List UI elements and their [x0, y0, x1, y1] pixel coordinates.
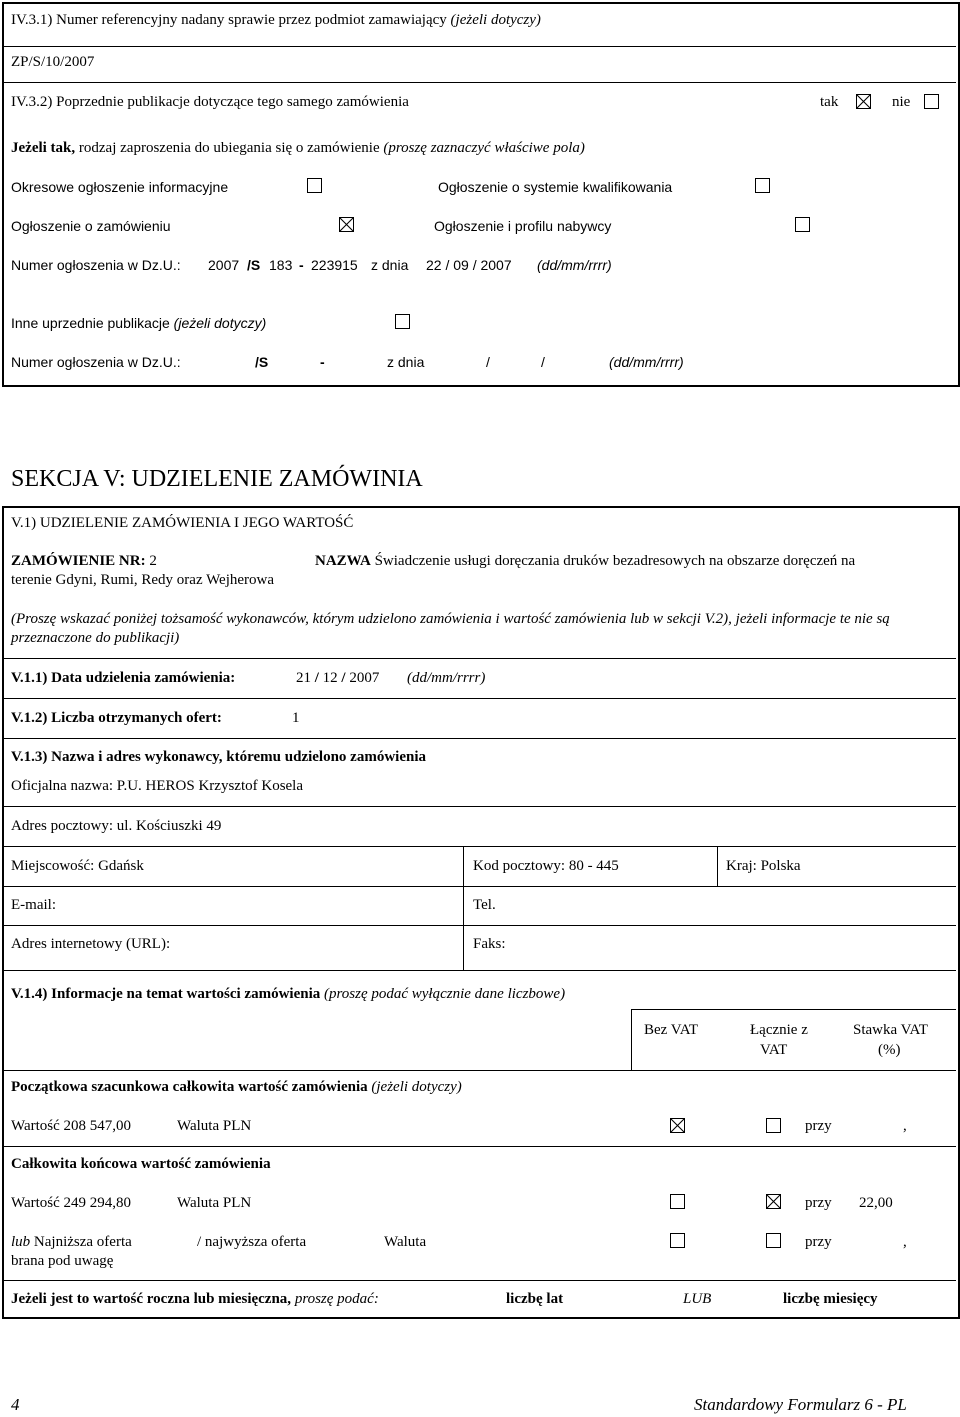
divider — [4, 46, 956, 47]
numer-dash: - — [299, 257, 304, 273]
award-date-format: (dd/mm/rrrr) — [407, 670, 486, 686]
numer-id: 223915 — [311, 257, 358, 273]
calkowita-label: Całkowita końcowa wartość zamówienia — [11, 1156, 271, 1172]
divider — [463, 846, 464, 970]
lub-separator: LUB — [683, 1291, 712, 1307]
divider — [4, 806, 956, 807]
row2-waluta: Waluta PLN — [177, 1195, 252, 1211]
v1-3-label: V.1.3) Nazwa i adres wykonawcy, któremu udzielono zamówienia — [11, 749, 427, 765]
nie-checkbox[interactable] — [924, 94, 939, 109]
v1-1-label: V.1.1) Data udzielenia zamówienia: — [11, 670, 236, 686]
divider — [4, 846, 956, 847]
row3-z-vat-checkbox[interactable] — [766, 1233, 781, 1248]
numer2-format: (dd/mm/rrrr) — [609, 354, 684, 370]
numer-s: /S — [247, 257, 261, 273]
divider — [631, 1009, 956, 1010]
numer-num: 183 — [269, 257, 293, 273]
numer-ogloszenia-label: Numer ogłoszenia w Dz.U.: — [11, 257, 181, 273]
miejscowosc: Miejscowość: Gdańsk — [11, 858, 144, 874]
row2-wartosc: Wartość 249 294,80 — [11, 1195, 132, 1211]
row1-z-vat-checkbox[interactable] — [766, 1118, 781, 1133]
zamowienie-nr-line: ZAMÓWIENIE NR: 2 — [11, 553, 157, 569]
poczatkowa-line: Początkowa szacunkowa całkowita wartość zamówienia (jeżeli dotyczy) — [11, 1079, 462, 1095]
divider — [4, 82, 956, 83]
z-dnia-label: z dnia — [371, 257, 409, 273]
row2-przy: przy — [805, 1195, 832, 1211]
divider — [4, 925, 956, 926]
col-stawka-line1: Stawka VAT — [853, 1022, 928, 1038]
option-zamowieniu-label: Ogłoszenie o zamówieniu — [11, 218, 171, 234]
divider — [717, 846, 718, 886]
v1-title: V.1) UDZIELENIE ZAMÓWIENIA I JEGO WARTOŚĆ — [11, 515, 354, 531]
tak-checkbox[interactable] — [856, 94, 871, 109]
url-label: Adres internetowy (URL): — [11, 936, 171, 952]
adres-pocztowy: Adres pocztowy: ul. Kościuszki 49 — [11, 818, 222, 834]
row2-z-vat-checkbox[interactable] — [766, 1194, 781, 1209]
row1-bez-vat-checkbox[interactable] — [670, 1118, 685, 1133]
numer2-label: Numer ogłoszenia w Dz.U.: — [11, 354, 181, 370]
jezeli-tak-line: Jeżeli tak, rodzaj zaproszenia do ubiegania się o zamówienie (proszę zaznaczyć właściwe pola) — [11, 140, 585, 156]
divider — [4, 970, 956, 971]
nie-label: nie — [892, 94, 911, 110]
divider — [4, 1280, 956, 1281]
divider — [631, 1009, 632, 1070]
date-format: (dd/mm/rrrr) — [537, 257, 612, 273]
v1-4-label: V.1.4) Informacje na temat wartości zamówienia (proszę podać wyłącznie dane liczbowe) — [11, 986, 566, 1002]
reference-number: ZP/S/10/2007 — [11, 54, 95, 70]
col-lacznie-line2: VAT — [760, 1042, 788, 1058]
row1-waluta: Waluta PLN — [177, 1118, 252, 1134]
option-okresowe-label: Okresowe ogłoszenie informacyjne — [11, 179, 229, 195]
najwyzsza: / najwyższa oferta — [197, 1234, 307, 1250]
nazwa-line2: terenie Gdyni, Rumi, Redy oraz Wejherowa — [11, 572, 275, 588]
kraj: Kraj: Polska — [726, 858, 801, 874]
numer2-zdnia: z dnia — [387, 354, 425, 370]
numer2-slash1: / — [486, 354, 490, 370]
checked-x-icon — [857, 95, 870, 108]
divider — [4, 886, 956, 887]
checked-x-icon — [340, 218, 353, 231]
prosze-note: (Proszę wskazać poniżej tożsamość wykonawców, którym udzielono zamówienia i wartość zamówienia lub w sekcji V.2), jeżeli informacje te nie są przeznaczone do publikacji) — [11, 611, 890, 646]
section-iv3-1-title: IV.3.1) Numer referencyjny nadany sprawie przez podmiot zamawiający (jeżeli dotyczy) — [11, 12, 541, 28]
option-systemie-label: Ogłoszenie o systemie kwalifikowania — [438, 179, 673, 195]
row3-waluta: Waluta — [384, 1234, 427, 1250]
section-iv3-2-title: IV.3.2) Poprzednie publikacje dotyczące tego samego zamówienia — [11, 94, 409, 110]
col-stawka-line2: (%) — [878, 1042, 901, 1058]
option-okresowe-checkbox[interactable] — [307, 178, 322, 193]
row2-bez-vat-checkbox[interactable] — [670, 1194, 685, 1209]
v1-2-label: V.1.2) Liczba otrzymanych ofert: — [11, 710, 222, 726]
option-systemie-checkbox[interactable] — [755, 178, 770, 193]
row1-wartosc: Wartość 208 547,00 — [11, 1118, 132, 1134]
liczbe-miesiecy: liczbę miesięcy — [783, 1291, 878, 1307]
option-profilu-checkbox[interactable] — [795, 217, 810, 232]
nazwa-line1: NAZWA Świadczenie usługi doręczania druków bezadresowych na obszarze doręczeń na — [315, 553, 856, 569]
liczbe-lat: liczbę lat — [506, 1291, 564, 1307]
kod-pocztowy: Kod pocztowy: 80 - 445 — [473, 858, 619, 874]
inne-publikacje-line: Inne uprzednie publikacje (jeżeli dotyczy) — [11, 315, 267, 331]
col-bez-vat: Bez VAT — [644, 1022, 699, 1038]
numer-year: 2007 — [208, 257, 240, 273]
row3-przy: przy — [805, 1234, 832, 1250]
faks-label: Faks: — [473, 936, 506, 952]
row1-rate: , — [903, 1118, 907, 1134]
lub-line2: brana pod uwagę — [11, 1253, 114, 1269]
option-profilu-label: Ogłoszenie i profilu nabywcy — [434, 218, 612, 234]
divider — [4, 1146, 956, 1147]
offers-count: 1 — [292, 710, 300, 726]
numer2-s: /S — [255, 354, 269, 370]
row1-przy: przy — [805, 1118, 832, 1134]
col-lacznie-line1: Łącznie z — [750, 1022, 808, 1038]
checked-x-icon — [767, 1195, 780, 1208]
email-label: E-mail: — [11, 897, 56, 913]
divider — [4, 1070, 956, 1071]
lub-najnizsza: lub Najniższa oferta — [11, 1234, 132, 1250]
numer2-slash2: / — [541, 354, 545, 370]
checked-x-icon — [671, 1119, 684, 1132]
section-v-heading: SEKCJA V: UDZIELENIE ZAMÓWINIA — [11, 466, 423, 492]
inne-publikacje-checkbox[interactable] — [395, 314, 410, 329]
divider — [4, 698, 956, 699]
roczna-line: Jeżeli jest to wartość roczna lub miesięczna, proszę podać: — [11, 1291, 379, 1307]
divider — [4, 658, 956, 659]
row2-rate: 22,00 — [859, 1195, 893, 1211]
option-zamowieniu-checkbox[interactable] — [339, 217, 354, 232]
row3-bez-vat-checkbox[interactable] — [670, 1233, 685, 1248]
divider — [4, 738, 956, 739]
page-number: 4 — [11, 1395, 20, 1414]
numer2-dash: - — [320, 354, 325, 370]
tak-label: tak — [820, 94, 839, 110]
publication-date: 22 / 09 / 2007 — [426, 257, 512, 273]
row3-rate: , — [903, 1234, 907, 1250]
award-date: 21 / 12 / 2007 — [296, 670, 380, 686]
form-name: Standardowy Formularz 6 - PL — [694, 1395, 907, 1414]
oficjalna-nazwa: Oficjalna nazwa: P.U. HEROS Krzysztof Kosela — [11, 778, 304, 794]
tel-label: Tel. — [473, 897, 496, 913]
